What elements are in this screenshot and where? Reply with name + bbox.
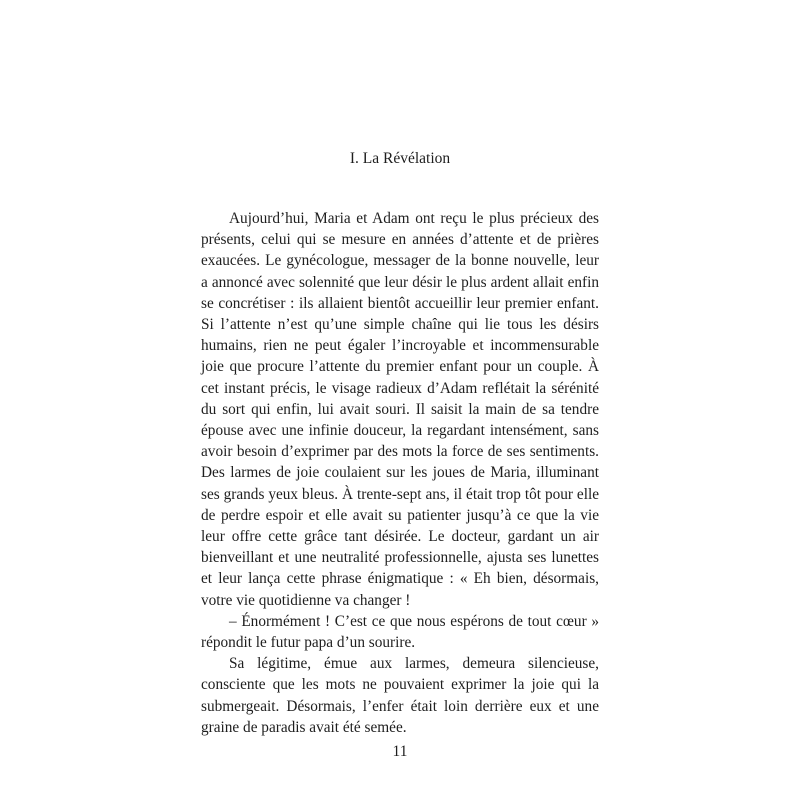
paragraph-dialogue-reply: – Énormément ! C’est ce que nous espérons de tout cœur » répondit le futur papa d’un sourire. (201, 612, 599, 652)
paragraph-closing: Sa légitime, émue aux larmes, demeura silencieuse, consciente que les mots ne pouvaient exprimer la joie qui la submergeait. Désormais, l’enfer était loin derrière eux et une graine de paradis avait été semée. (201, 655, 599, 736)
page-number: 11 (392, 743, 408, 760)
body-text (201, 208, 599, 738)
paragraph-announcement: Aujourd’hui, Maria et Adam ont reçu le plus précieux des présents, celui qui se mesure en années d’attente et de prières exaucées. Le gynécologue, messager de la bonne nouvelle, leur a annoncé avec solennité que leur désir le plus ardent allait enfin se concrétiser : ils allaient bientôt accueillir leur premier enfant. Si l’attente n’est qu’une simple chaîne qui lie tous les désirs humains, rien ne peut égaler l’incroyable et incommensurable joie que procure l’attente du premier enfant pour un couple. À cet instant précis, le visage radieux d’Adam reflétait la sérénité du sort qui enfin, lui avait souri. Il saisit la main de sa tendre épouse avec une infinie douceur, la regardant intensément, sans avoir besoin d’exprimer par des mots la force de ses sentiments. Des larmes de joie coulaient sur les joues de Maria, illuminant ses grands yeux bleus. À trente-sept ans, il était trop tôt pour elle de perdre espoir et elle avait su patienter jusqu’à ce que la vie leur offre cette grâce tant désirée. Le docteur, gardant un air bienveillant et une neutralité professionnelle, ajusta ses lunettes et leur lança cette phrase énigmatique : « Eh bien, désormais, votre vie quotidienne va changer ! (201, 210, 599, 609)
chapter-title: I. La Révélation (349, 150, 451, 167)
